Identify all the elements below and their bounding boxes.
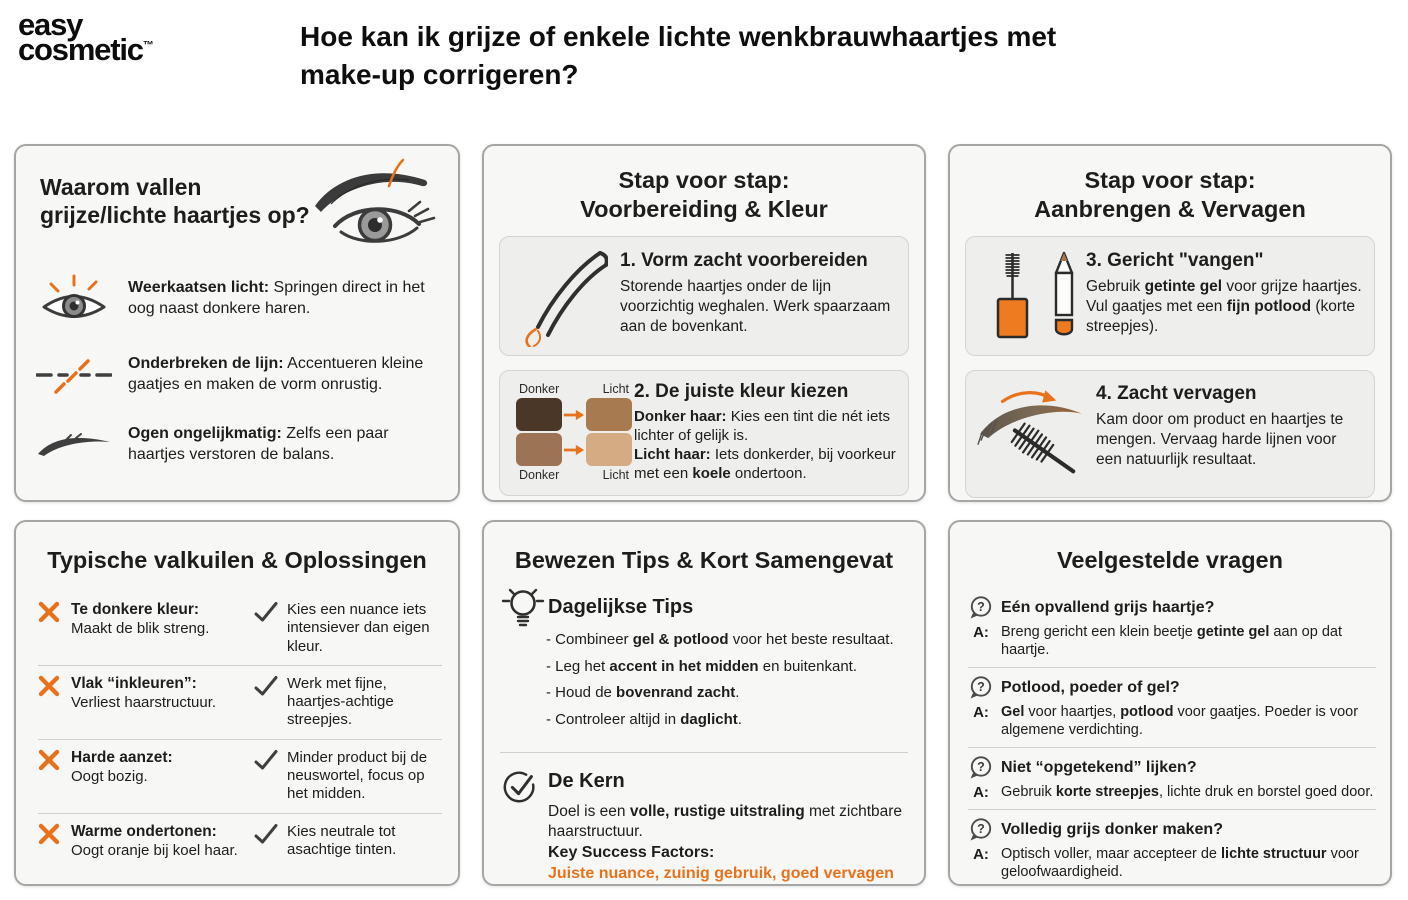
logo-line1: easy xyxy=(18,7,83,42)
svg-text:?: ? xyxy=(977,759,985,774)
faq-answer: Breng gericht een klein beetje getinte gel aan op dat haartje. xyxy=(1001,624,1342,658)
problem-text: Oogt bozig. xyxy=(71,767,148,785)
step3-heading: 3. Gericht "vangen" xyxy=(1086,250,1264,271)
daily-tips-heading: Dagelijkse Tips xyxy=(548,596,694,618)
answer-prefix: A: xyxy=(973,624,989,641)
faq-question: Eén opvallend grijs haartje? xyxy=(1001,599,1215,616)
problem-text: Oogt oranje bij koel haar. xyxy=(71,841,238,859)
swatch-label: Licht xyxy=(602,382,629,396)
step4-body: Kam door om product en haartjes te mengen. Vervaag harde lijnen voor een natuurlijk resultaat. xyxy=(1096,411,1344,468)
table-row xyxy=(38,739,442,813)
x-icon xyxy=(38,823,60,845)
table-row xyxy=(38,592,442,665)
step2-heading: 2. De juiste kleur kiezen xyxy=(634,381,849,402)
brand-logo xyxy=(18,7,154,68)
panel-apply-title: Stap voor stap: Aanbrengen & Vervagen xyxy=(1034,167,1306,222)
question-icon xyxy=(968,595,994,621)
faq-question: Niet “opgetekend” lijken? xyxy=(1001,758,1197,776)
faq-item xyxy=(968,667,1376,747)
reason-text: Onderbreken de lijn: Accentueren kleine gaatjes en maken de vorm onrustig. xyxy=(128,355,424,393)
table-row xyxy=(38,665,442,739)
panel-faq xyxy=(948,520,1392,886)
x-icon xyxy=(38,601,60,623)
x-icon xyxy=(38,749,60,771)
faq-answer: Gebruik korte streepjes, lichte druk en borstel goed door. xyxy=(1001,783,1374,800)
reason-text: Ogen ongelijkmatig: Zelfs een paar haartjes verstoren de balans. xyxy=(128,425,389,463)
step4-box xyxy=(965,370,1375,498)
tip-item: - Combineer gel & potlood voor het beste resultaat. xyxy=(546,631,894,648)
panel-step-prep-colour xyxy=(482,144,926,502)
panel-why-grey-hairs xyxy=(14,144,460,502)
faq-answer: Optisch voller, maar accepteer de lichte structuur voor geloofwaardigheid. xyxy=(1001,846,1359,881)
tip-item: - Houd de bovenrand zacht. xyxy=(546,684,740,701)
panel-pitfalls-title: Typische valkuilen & Oplossingen xyxy=(47,547,427,573)
problem-label: Warme ondertonen: xyxy=(71,822,217,840)
problem-text: Maakt de blik streng. xyxy=(71,619,210,637)
swatch-light-hair xyxy=(586,433,632,466)
step1-text xyxy=(620,250,898,336)
tweezers-icon xyxy=(516,247,608,347)
list-item xyxy=(34,272,444,326)
faq-item xyxy=(968,809,1376,889)
page-title-line1: Hoe kan ik grijze of enkele lichte wenkbrauwhaartjes met xyxy=(300,21,1057,52)
question-icon xyxy=(968,755,994,781)
swatch-label: Donker xyxy=(519,382,560,396)
arrow-right-icon xyxy=(562,408,586,422)
question-icon xyxy=(968,817,994,843)
page-title xyxy=(300,18,1260,94)
check-icon xyxy=(254,749,278,771)
reason-text: Weerkaatsen licht: Springen direct in het oog naast donkere haren. xyxy=(128,279,425,317)
page-title-line2: make-up corrigeren? xyxy=(300,59,579,91)
pitfalls-table xyxy=(38,592,442,869)
faq-question: Volledig grijs donker maken? xyxy=(1001,821,1223,839)
check-icon xyxy=(254,675,278,697)
step4-text xyxy=(1096,383,1364,469)
swatch-lighter-tint xyxy=(586,398,632,431)
arrow-right-icon xyxy=(562,443,586,457)
eyebrow-icon xyxy=(34,432,114,458)
swatch-label: Donker xyxy=(519,468,560,482)
x-icon xyxy=(38,675,60,697)
faq-list xyxy=(968,588,1376,889)
eye-brow-illustration xyxy=(309,156,444,258)
step4-heading: 4. Zacht vervagen xyxy=(1096,383,1257,404)
list-item xyxy=(34,424,444,466)
step2-text xyxy=(634,381,898,484)
problem-text: Verliest haarstructuur. xyxy=(71,693,217,711)
colour-swatch-grid xyxy=(516,380,632,484)
brow-spoolie-icon xyxy=(972,385,1090,481)
tip-item: - Controleer altijd in daglicht. xyxy=(546,710,742,728)
problem-label: Vlak “inkleuren”: xyxy=(71,674,197,692)
panel-pitfalls-solutions xyxy=(14,520,460,886)
daily-tips-list xyxy=(546,630,916,736)
solution-text: Werk met fijne, haartjes-achtige streepjes. xyxy=(287,674,394,729)
svg-text:?: ? xyxy=(977,822,985,837)
answer-prefix: A: xyxy=(973,846,989,864)
check-icon xyxy=(254,601,278,623)
step3-body: Gebruik getinte gel voor grijze haartjes. Vul gaatjes met een fijn potlood (korte streepjes). xyxy=(1086,278,1362,335)
step3-text xyxy=(1086,250,1364,336)
key-success-value: Juiste nuance, zuinig gebruik, goed vervagen xyxy=(548,865,894,882)
step2-line-dark: Donker haar: Kies een tint die nét iets lichter of gelijk is. xyxy=(634,408,890,444)
panel-prep-title: Stap voor stap: Voorbereiding & Kleur xyxy=(580,167,828,222)
faq-item xyxy=(968,588,1376,667)
faq-question: Potlood, poeder of gel? xyxy=(1001,678,1180,696)
logo-line2: cosmetic xyxy=(18,32,143,68)
step1-heading: 1. Vorm zacht voorbereiden xyxy=(620,250,868,271)
problem-label: Harde aanzet: xyxy=(71,748,173,766)
panel-step-apply-blend xyxy=(948,144,1392,502)
panel-tips-summary xyxy=(482,520,926,886)
dashed-line-icon xyxy=(34,352,114,398)
answer-prefix: A: xyxy=(973,703,989,721)
solution-text: Kies neutrale tot asachtige tinten. xyxy=(287,822,397,858)
faq-answer: Gel voor haartjes, potlood voor gaatjes. Poeder is voor algemene verdichting. xyxy=(1001,703,1359,738)
table-row xyxy=(38,813,442,869)
core-heading: De Kern xyxy=(548,770,625,792)
panel-tips-title: Bewezen Tips & Kort Samengevat xyxy=(514,547,894,573)
problem-label: Te donkere kleur: xyxy=(71,601,200,618)
swatch-darker-tint xyxy=(516,433,562,466)
step2-line-light: Licht haar: Iets donkerder, bij voorkeur met een koele ondertoon. xyxy=(634,445,896,482)
step1-box xyxy=(499,236,909,356)
panel-faq-title: Veelgestelde vragen xyxy=(1057,547,1283,573)
eye-rays-icon xyxy=(34,272,114,326)
faq-item xyxy=(968,747,1376,810)
step1-body: Storende haartjes onder de lijn voorzichtig weghalen. Werk spaarzaam aan de bovenkant. xyxy=(620,278,891,335)
swatch-label: Licht xyxy=(602,468,629,482)
swatch-dark-hair xyxy=(516,398,562,431)
pencil-icon xyxy=(1048,247,1080,343)
trademark-symbol: ™ xyxy=(142,40,154,53)
tip-item: - Leg het accent in het midden en buitenkant. xyxy=(546,657,858,675)
divider xyxy=(500,752,908,753)
step3-box xyxy=(965,236,1375,356)
mascara-icon xyxy=(988,247,1038,343)
solution-text: Minder product bij de neuswortel, focus op het midden. xyxy=(287,748,428,803)
solution-text: Kies een nuance iets intensiever dan eigen kleur. xyxy=(287,601,430,655)
check-circle-icon xyxy=(500,768,540,811)
why-reasons-list xyxy=(34,272,444,466)
svg-text:?: ? xyxy=(977,679,985,694)
question-icon xyxy=(968,675,994,701)
svg-text:?: ? xyxy=(977,600,985,614)
check-icon xyxy=(254,823,278,845)
answer-prefix: A: xyxy=(973,783,989,801)
list-item xyxy=(34,352,444,398)
panel-why-title: Waarom vallen grijze/lichte haartjes op? xyxy=(40,174,310,228)
key-success-label: Key Success Factors: xyxy=(548,844,715,861)
step2-box xyxy=(499,370,909,496)
core-body: Doel is een volle, rustige uitstraling met zichtbare haarstructuur. xyxy=(548,803,903,841)
lightbulb-icon xyxy=(500,586,546,641)
